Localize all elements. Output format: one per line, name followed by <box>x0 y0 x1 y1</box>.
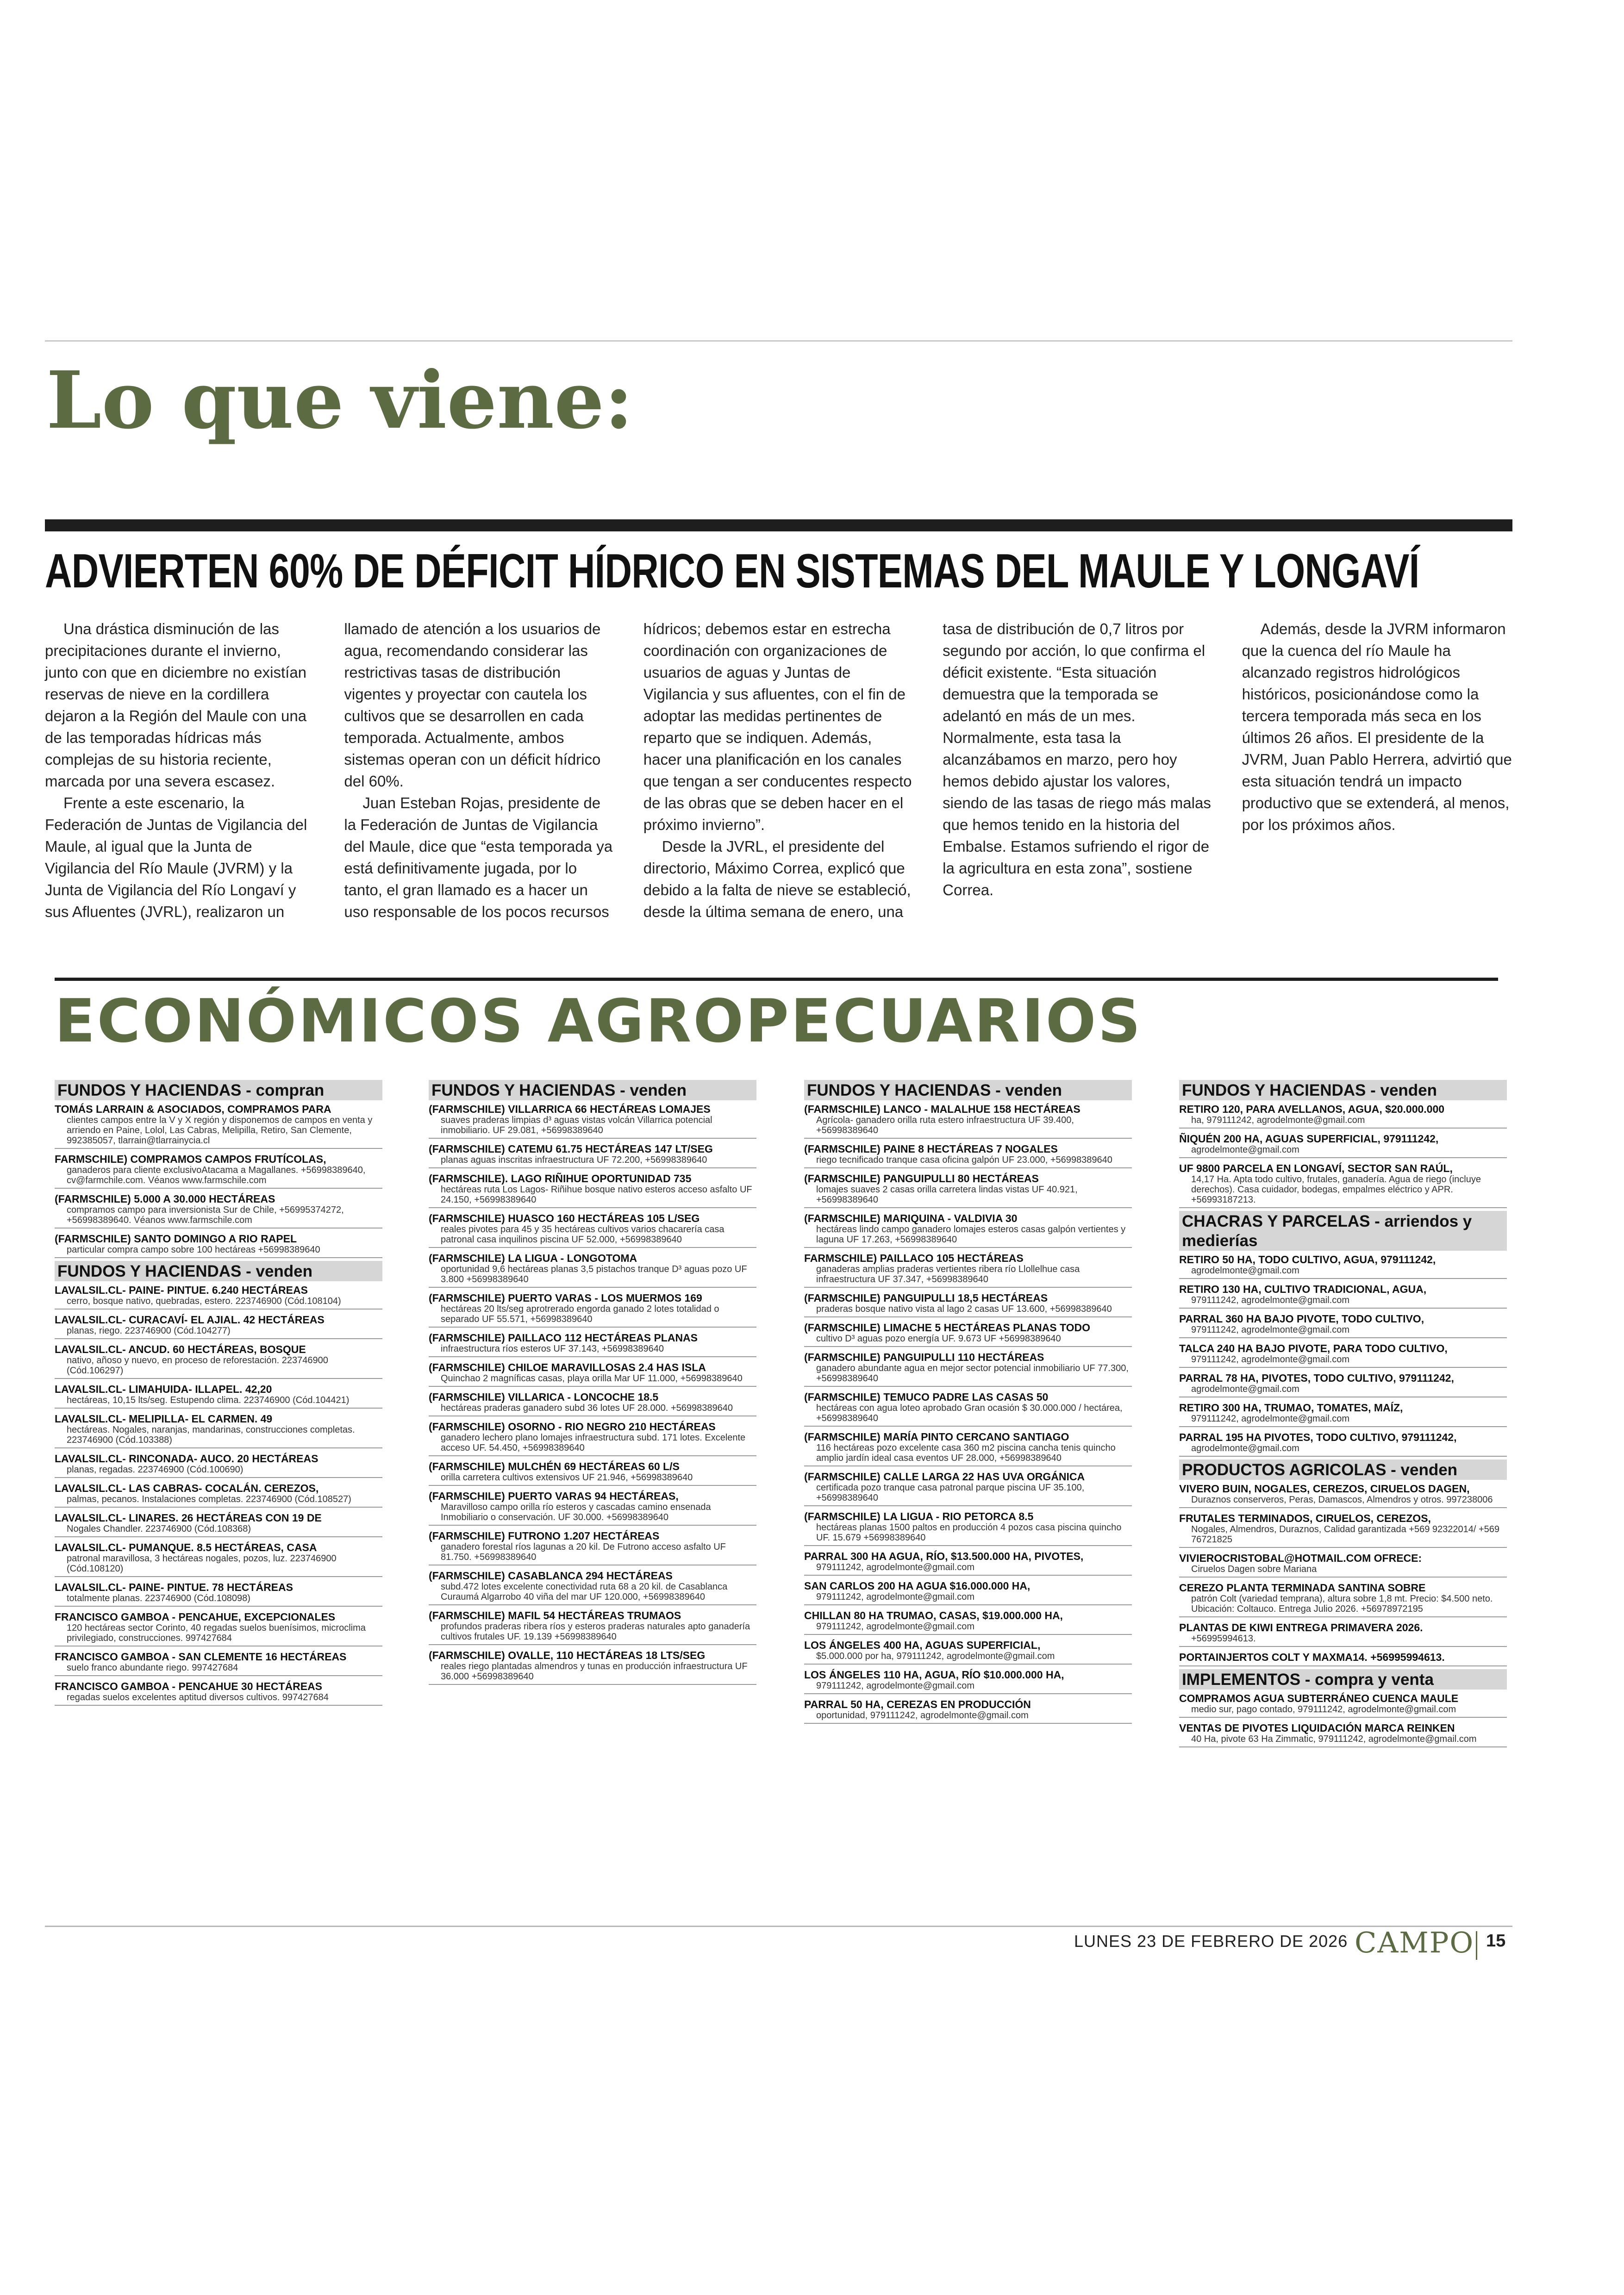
classified-ad <box>429 1568 756 1605</box>
classified-ad-title: LAVALSIL.CL- MELIPILLA- EL CARMEN. 49 <box>55 1413 273 1425</box>
classified-ad-body: cerro, bosque nativo, quebradas, estero. 223746900 (Cód.108104) <box>67 1296 341 1306</box>
classified-ad-title: LAVALSIL.CL- PUMANQUE. 8.5 HECTÁREAS, CASA <box>55 1541 317 1553</box>
classified-ad <box>1179 1131 1507 1158</box>
classified-ad <box>1179 1692 1507 1718</box>
classified-ad-body: $5.000.000 por ha, 979111242, agrodelmonte@gmail.com <box>816 1651 1055 1661</box>
classified-ad-body: 979111242, agrodelmonte@gmail.com <box>816 1592 974 1602</box>
classified-ad-title: PORTAINJERTOS COLT Y MAXMA14. +56995994613. <box>1179 1651 1445 1663</box>
footer-separator <box>1476 1931 1477 1960</box>
classified-ad <box>55 1103 382 1149</box>
classified-ad-title: (FARMSCHILE) CASABLANCA 294 HECTÁREAS <box>429 1570 673 1582</box>
classified-ad-title: FRANCISCO GAMBOA - SAN CLEMENTE 16 HECTÁREAS <box>55 1651 347 1663</box>
headline-bar <box>45 519 1512 531</box>
classified-ad-title: (FARMSCHILE) MARÍA PINTO CERCANO SANTIAGO <box>804 1431 1069 1443</box>
classified-ad-title: (FARMSCHILE) MARIQUINA - VALDIVIA 30 <box>804 1212 1018 1224</box>
classified-ad <box>804 1141 1132 1168</box>
classified-ad-title: (FARMSCHILE) CATEMU 61.75 HECTÁREAS 147 LT/SEG <box>429 1143 713 1155</box>
classified-ad-body: 979111242, agrodelmonte@gmail.com <box>816 1681 974 1691</box>
classified-ad-body: hectáreas 20 lts/seg aprotrerado engorda ganado 2 lotes totalidad o separado UF 55.571, +56998389640 <box>441 1304 719 1324</box>
classified-ad-body: patronal maravillosa, 3 hectáreas nogales, pozos, luz. 223746900 (Cód.108120) <box>67 1553 337 1574</box>
classified-ad-title: UF 9800 PARCELA EN LONGAVÍ, SECTOR SAN RAÚL, <box>1179 1162 1453 1174</box>
classified-ad <box>1179 1311 1507 1338</box>
article-body <box>45 618 1512 926</box>
classified-ad-title: (FARMSCHILE) FUTRONO 1.207 HECTÁREAS <box>429 1530 660 1542</box>
classified-ad-title: (FARMSCHILE). LAGO RIÑIHUE OPORTUNIDAD 735 <box>429 1172 692 1185</box>
classified-ad-title: (FARMSCHILE) CHILOE MARAVILLOSAS 2.4 HAS ISLA <box>429 1361 706 1373</box>
section-label: Lo que viene: <box>46 354 633 447</box>
classified-ad-body: clientes campos entre la V y X región y disponemos de campos en venta y arriendo en Paine, Lolol, Las Cabras, Melipilla, Retiro, San Clemente, 992385057, tlarrain@tlarrainycia.cl <box>67 1115 373 1146</box>
classified-ad <box>1179 1620 1507 1647</box>
top-rule <box>45 340 1512 342</box>
classified-ad-body: suaves praderas limpias d³ aguas vistas volcán Villarrica potencial inmobiliario. UF 29.081, +56998389640 <box>441 1115 712 1135</box>
classified-ad-title: (FARMSCHILE) VILLARRICA 66 HECTÁREAS LOMAJES <box>429 1103 711 1115</box>
classified-ad-body: nativo, añoso y nuevo, en proceso de reforestación. 223746900 (Cód.106297) <box>67 1355 328 1376</box>
classified-ad <box>804 1211 1132 1248</box>
classified-ad <box>804 1638 1132 1665</box>
classified-ad-body: oportunidad 9,6 hectáreas planas 3,5 pistachos tranque D³ aguas pozo UF 3.800 +56998389640 <box>441 1264 747 1285</box>
classified-ad <box>804 1171 1132 1208</box>
classified-ad <box>55 1342 382 1379</box>
classified-ad <box>429 1103 756 1139</box>
classified-ad <box>1179 1511 1507 1548</box>
classified-ad-title: RETIRO 300 HA, TRUMAO, TOMATES, MAÍZ, <box>1179 1402 1403 1414</box>
page-number: 15 <box>1486 1931 1506 1951</box>
article-paragraph: Además, desde la JVRM informaron que la cuenca del río Maule ha alcanzado registros hidrológicos históricos, posicionándose como la tercera temporada más seca en los últimos 26 años. El presidente de la JVRM, Juan Pablo Herrera, advirtió que esta situación tendrá un impacto productivo que se extenderá, al menos, por los próximos años. <box>1242 620 1512 833</box>
classified-ad-body: riego tecnificado tranque casa oficina galpón UF 23.000, +56998389640 <box>816 1155 1112 1165</box>
classified-ad-body: +56995994613. <box>1191 1634 1256 1644</box>
classified-ad-title: LOS ÁNGELES 110 HA, AGUA, RÍO $10.000.000 HA, <box>804 1669 1064 1681</box>
classified-ad-title: (FARMSCHILE) OSORNO - RIO NEGRO 210 HECTÁREAS <box>429 1421 716 1433</box>
classifieds-column-1 <box>55 1080 382 1709</box>
classified-ad <box>804 1429 1132 1466</box>
classified-ad <box>429 1211 756 1248</box>
classified-ad-title: PARRAL 50 HA, CEREZAS EN PRODUCCIÓN <box>804 1698 1031 1710</box>
classified-ad-title: TOMÁS LARRAIN & ASOCIADOS, COMPRAMOS PARA <box>55 1103 331 1115</box>
classified-ad-title: (FARMSCHILE) PAILLACO 112 HECTÁREAS PLANAS <box>429 1332 698 1344</box>
classified-ad-body: 979111242, agrodelmonte@gmail.com <box>816 1562 974 1572</box>
classified-ad-title: FARMSCHILE) PAILLACO 105 HECTÁREAS <box>804 1252 1024 1264</box>
classified-ad-body: 120 hectáreas sector Corinto, 40 regadas suelos buenísimos, microclima privilegiado, construcciones. 997427684 <box>67 1623 366 1643</box>
classified-ad-title: (FARMSCHILE) HUASCO 160 HECTÁREAS 105 L/SEG <box>429 1212 700 1224</box>
classified-ad <box>1179 1282 1507 1309</box>
classified-ad <box>1179 1103 1507 1129</box>
classified-ad-body: agrodelmonte@gmail.com <box>1191 1384 1299 1394</box>
classified-ad <box>429 1141 756 1168</box>
classifieds-title: ECONÓMICOS AGROPECUARIOS <box>55 987 1143 1056</box>
classified-ad-body: Quinchao 2 magníficas casas, playa orilla Mar UF 11.000, +56998389640 <box>441 1373 743 1384</box>
classified-ad-body: Nogales Chandler. 223746900 (Cód.108368) <box>67 1524 251 1534</box>
classified-ad-body: medio sur, pago contado, 979111242, agrodelmonte@gmail.com <box>1191 1704 1456 1715</box>
classified-ad-title: CHILLAN 80 HA TRUMAO, CASAS, $19.000.000 HA, <box>804 1609 1063 1621</box>
classified-ad-title: LAVALSIL.CL- LIMAHUIDA- ILLAPEL. 42,20 <box>55 1383 272 1395</box>
classified-category-header: PRODUCTOS AGRICOLAS - venden <box>1179 1459 1507 1480</box>
classified-ad-title: LAVALSIL.CL- LAS CABRAS- COCALÁN. CEREZOS, <box>55 1482 319 1494</box>
classified-ad <box>1179 1371 1507 1397</box>
classified-ad-body: planas aguas inscritas infraestructura UF 72.200, +56998389640 <box>441 1155 707 1165</box>
classified-ad <box>1179 1551 1507 1578</box>
classified-ad <box>55 1312 382 1339</box>
classified-ad <box>1179 1650 1507 1666</box>
classified-ad-title: TALCA 240 HA BAJO PIVOTE, PARA TODO CULTIVO, <box>1179 1342 1448 1354</box>
classified-ad <box>804 1103 1132 1139</box>
classified-category-header: FUNDOS Y HACIENDAS - venden <box>1179 1080 1507 1100</box>
classified-ad-title: (FARMSCHILE) MULCHÉN 69 HECTÁREAS 60 L/S <box>429 1460 680 1472</box>
classified-category-header: CHACRAS Y PARCELAS - arriendos y medierías <box>1179 1211 1507 1251</box>
classified-ad <box>1179 1580 1507 1617</box>
classifieds-column-2 <box>429 1080 756 1688</box>
classified-ad-body: regadas suelos excelentes aptitud diversos cultivos. 997427684 <box>67 1692 329 1703</box>
classified-ad-title: FRUTALES TERMINADOS, CIRUELOS, CEREZOS, <box>1179 1512 1431 1524</box>
classified-ad <box>55 1649 382 1676</box>
classified-ad <box>804 1350 1132 1387</box>
classified-ad-title: (FARMSCHILE) LANCO - MALALHUE 158 HECTÁREAS <box>804 1103 1081 1115</box>
classified-ad-body: hectáreas planas 1500 paltos en producción 4 pozos casa piscina quincho UF. 15.679 +56998389640 <box>816 1522 1122 1543</box>
classified-ad-body: subd.472 lotes excelente conectividad ruta 68 a 20 kil. de Casablanca Curaumá Algarrobo 40 viña del mar UF 120.000, +56998389640 <box>441 1582 728 1602</box>
classified-ad-title: (FARMSCHILE) PAINE 8 HECTÁREAS 7 NOGALES <box>804 1143 1058 1155</box>
classified-ad-body: ganadero forestal ríos lagunas a 20 kil. De Futrono acceso asfalto UF 81.750. +56998389640 <box>441 1542 726 1562</box>
classified-ad-title: (FARMSCHILE) PUERTO VARAS - LOS MUERMOS 169 <box>429 1292 702 1304</box>
classified-ad-body: 979111242, agrodelmonte@gmail.com <box>816 1621 974 1632</box>
classified-ad-title: LAVALSIL.CL- ANCUD. 60 HECTÁREAS, BOSQUE <box>55 1343 306 1355</box>
classified-ad <box>429 1608 756 1645</box>
classified-ad <box>429 1330 756 1357</box>
classified-ad-title: (FARMSCHILE) VILLARICA - LONCOCHE 18.5 <box>429 1391 659 1403</box>
classified-ad-title: (FARMSCHILE) CALLE LARGA 22 HAS UVA ORGÁNICA <box>804 1471 1085 1483</box>
classified-ad-body: compramos campo para inversionista Sur de Chile, +56995374272, +56998389640. Véanos www.farmschile.com <box>67 1205 344 1225</box>
classified-ad-body: hectáreas ruta Los Lagos- Riñihue bosque nativo esteros acceso asfalto UF 24.150, +56998389640 <box>441 1185 752 1205</box>
classified-ad-title: (FARMSCHILE) PANGUIPULLI 110 HECTÁREAS <box>804 1351 1044 1363</box>
classified-ad-body: Ciruelos Dagen sobre Mariana <box>1191 1564 1317 1574</box>
classified-ad-body: agrodelmonte@gmail.com <box>1191 1443 1299 1453</box>
classified-ad <box>429 1171 756 1208</box>
classified-category-header: FUNDOS Y HACIENDAS - venden <box>429 1080 756 1100</box>
classified-ad <box>1179 1400 1507 1427</box>
classified-ad <box>804 1697 1132 1724</box>
classified-ad <box>55 1481 382 1508</box>
classified-ad-title: LAVALSIL.CL- PAINE- PINTUE. 6.240 HECTÁREAS <box>55 1284 308 1296</box>
classified-ad-title: (FARMSCHILE) LIMACHE 5 HECTÁREAS PLANAS TODO <box>804 1322 1091 1334</box>
classified-ad <box>1179 1430 1507 1457</box>
classified-ad <box>804 1469 1132 1506</box>
classified-ad-body: Agrícola- ganadero orilla ruta estero infraestructura UF 39.400, +56998389640 <box>816 1115 1074 1135</box>
classified-ad <box>804 1320 1132 1347</box>
classified-ad-body: ganadero abundante agua en mejor sector potencial inmobiliario UF 77.300, +56998389640 <box>816 1363 1129 1384</box>
classified-ad-body: hectáreas. Nogales, naranjas, mandarinas, construcciones completas. 223746900 (Cód.103388) <box>67 1425 355 1445</box>
classified-ad-title: (FARMSCHILE) 5.000 A 30.000 HECTÁREAS <box>55 1193 275 1205</box>
classified-ad-body: 979111242, agrodelmonte@gmail.com <box>1191 1354 1349 1365</box>
classified-ad-title: LAVALSIL.CL- RINCONADA- AUCO. 20 HECTÁREAS <box>55 1453 319 1465</box>
classified-ad <box>55 1679 382 1706</box>
classified-ad-title: PARRAL 78 HA, PIVOTES, TODO CULTIVO, 979111242, <box>1179 1372 1454 1384</box>
classified-ad-title: (FARMSCHILE) LA LIGUA - LONGOTOMA <box>429 1252 637 1264</box>
classified-category-header: IMPLEMENTOS - compra y venta <box>1179 1669 1507 1690</box>
classified-ad <box>429 1390 756 1416</box>
classified-ad <box>804 1578 1132 1605</box>
classified-ad <box>429 1489 756 1526</box>
classified-ad-title: (FARMSCHILE) PANGUIPULLI 18,5 HECTÁREAS <box>804 1292 1048 1304</box>
classified-ad-title: FARMSCHILE) COMPRAMOS CAMPOS FRUTÍCOLAS, <box>55 1153 326 1165</box>
classified-ad <box>429 1419 756 1456</box>
classified-ad-body: particular compra campo sobre 100 hectáreas +56998389640 <box>67 1245 320 1255</box>
classified-ad-body: 979111242, agrodelmonte@gmail.com <box>1191 1414 1349 1424</box>
classified-ad <box>804 1291 1132 1317</box>
classified-ad-body: infraestructura ríos esteros UF 37.143, +56998389640 <box>441 1344 664 1354</box>
classified-ad-body: orilla carretera cultivos extensivos UF 21.946, +56998389640 <box>441 1472 693 1483</box>
classified-ad-body: 979111242, agrodelmonte@gmail.com <box>1191 1325 1349 1335</box>
classified-ad-body: 40 Ha, pivote 63 Ha Zimmatic, 979111242, agrodelmonte@gmail.com <box>1191 1734 1477 1744</box>
classified-ad <box>804 1251 1132 1288</box>
classified-ad-title: RETIRO 50 HA, TODO CULTIVO, AGUA, 979111242, <box>1179 1254 1436 1266</box>
classified-ad <box>55 1284 382 1310</box>
classified-ad <box>804 1549 1132 1576</box>
footer-brand: CAMPO <box>1355 1926 1474 1959</box>
article-paragraph: Juan Esteban Rojas, presidente de la Federación de Juntas de Vigilancia del Maule, dice que “esta temporada ya está definitivamente jugada, por lo tanto, el gran llamado es a hacer un uso responsable de los pocos recursos hídricos; debemos estar en estrecha coordinación con organizaciones de usuarios de aguas y Juntas de Vigilancia y sus afluentes, con el fin de adoptar las medidas pertinentes de reparto que se indiquen. Además, hacer una planificación en los canales que tengan a ser conducentes respecto de las obras que se deben hacer en el próximo invierno”. <box>344 620 912 920</box>
classified-ad-body: profundos praderas ribera ríos y esteros praderas naturales apto ganadería cultivos frutales UF. 19.139 +56998389640 <box>441 1621 750 1642</box>
classified-ad-title: LAVALSIL.CL- PAINE- PINTUE. 78 HECTÁREAS <box>55 1581 293 1593</box>
classified-ad-title: (FARMSCHILE) TEMUCO PADRE LAS CASAS 50 <box>804 1391 1049 1403</box>
classified-ad-body: hectáreas lindo campo ganadero lomajes esteros casas galpón vertientes y laguna UF 17.263, +56998389640 <box>816 1224 1126 1245</box>
classified-ad-title: FRANCISCO GAMBOA - PENCAHUE 30 HECTÁREAS <box>55 1680 323 1692</box>
classified-ad-title: ÑIQUÉN 200 HA, AGUAS SUPERFICIAL, 979111242, <box>1179 1133 1439 1145</box>
classified-ad <box>55 1510 382 1537</box>
classified-ad-title: PARRAL 360 HA BAJO PIVOTE, TODO CULTIVO, <box>1179 1313 1424 1325</box>
classified-ad-body: palmas, pecanos. Instalaciones completas. 223746900 (Cód.108527) <box>67 1494 351 1504</box>
classified-ad-title: (FARMSCHILE) OVALLE, 110 HECTÁREAS 18 LTS/SEG <box>429 1649 706 1661</box>
classified-ad <box>55 1609 382 1646</box>
classified-ad-body: 116 hectáreas pozo excelente casa 360 m2 piscina cancha tenis quincho amplio jardín ideal casa eventos UF 28.000, +56998389640 <box>816 1443 1116 1463</box>
classified-ad <box>55 1451 382 1478</box>
classified-ad-body: ganadero lechero plano lomajes infraestructura subd. 171 lotes. Excelente acceso UF. 54.450, +56998389640 <box>441 1433 746 1453</box>
classified-ad-body: patrón Colt (variedad temprana), altura sobre 1,8 mt. Precio: $4.500 neto. Ubicación: Coltauco. Entrega Julio 2026. +56978972195 <box>1191 1594 1493 1614</box>
classified-ad-body: 14,17 Ha. Apta todo cultivo, frutales, ganadería. Agua de riego (incluye derechos). Casa cuidador, bodegas, empalmes eléctrico y APR. +56993187213. <box>1191 1174 1481 1205</box>
classified-ad-title: PARRAL 195 HA PIVOTES, TODO CULTIVO, 979111242, <box>1179 1431 1457 1443</box>
classified-ad <box>804 1390 1132 1427</box>
classified-ad <box>429 1291 756 1328</box>
classified-ad-body: hectáreas con agua loteo aprobado Gran ocasión $ 30.000.000 / hectárea, +56998389640 <box>816 1403 1123 1423</box>
classified-ad-body: reales riego plantadas almendros y tunas en producción infraestructura UF 36.000 +56998389640 <box>441 1661 748 1682</box>
article-paragraph: Frente a este escenario, la Federación de Juntas de Vigilancia del Maule, al igual que la Junta de Vigilancia del Río Maule (JVRM) y la Junta de Vigilancia del Río Longaví y sus Afluentes (JVRL), realizaron un llamado de atención a los usuarios de agua, recomendando considerar las restrictivas tasas de distribución vigentes y proyectar con cautela los cultivos que se desarrollen en cada temporada. Actualmente, ambos sistemas operan con un déficit hídrico del 60%. <box>45 620 601 920</box>
classified-ad-title: RETIRO 120, PARA AVELLANOS, AGUA, $20.000.000 <box>1179 1103 1445 1115</box>
classified-ad-body: certificada pozo tranque casa patronal parque piscina UF 35.100, +56998389640 <box>816 1483 1085 1503</box>
classified-ad-body: cultivo D³ aguas pozo energía UF. 9.673 UF +56998389640 <box>816 1334 1061 1344</box>
classifieds-column-4 <box>1179 1080 1507 1750</box>
classified-ad-body: 979111242, agrodelmonte@gmail.com <box>1191 1295 1349 1305</box>
classified-ad-body: hectáreas praderas ganadero subd 36 lotes UF 28.000. +56998389640 <box>441 1403 733 1413</box>
classified-ad <box>55 1580 382 1607</box>
classified-ad-body: suelo franco abundante riego. 997427684 <box>67 1663 238 1673</box>
classified-ad-title: LAVALSIL.CL- LINARES. 26 HECTÁREAS CON 19 DE <box>55 1512 322 1524</box>
classified-category-header: FUNDOS Y HACIENDAS - venden <box>804 1080 1132 1100</box>
classified-ad-body: planas, regadas. 223746900 (Cód.100690) <box>67 1465 244 1475</box>
classifieds-column-3 <box>804 1080 1132 1727</box>
classified-ad-title: VIVERO BUIN, NOGALES, CEREZOS, CIRUELOS DAGEN, <box>1179 1483 1470 1495</box>
footer-date: LUNES 23 DE FEBRERO DE 2026 <box>1074 1932 1348 1951</box>
classified-ad <box>804 1608 1132 1635</box>
classified-ad-title: (FARMSCHILE) PANGUIPULLI 80 HECTÁREAS <box>804 1172 1039 1185</box>
classified-ad-title: COMPRAMOS AGUA SUBTERRÁNEO CUENCA MAULE <box>1179 1692 1459 1704</box>
article-paragraph: Una drástica disminución de las precipitaciones durante el invierno, junto con que en diciembre no existían reservas de nieve en la cordillera dejaron a la Región del Maule con una de las temporadas hídricas más complejas de su historia reciente, marcada por una severa escasez. <box>45 620 307 790</box>
classified-ad <box>1179 1721 1507 1747</box>
footer-rule <box>45 1926 1512 1927</box>
classified-ad-body: hectáreas, 10,15 lts/seg. Estupendo clima. 223746900 (Cód.104421) <box>67 1395 350 1405</box>
classified-ad <box>1179 1161 1507 1208</box>
classified-ad-title: CEREZO PLANTA TERMINADA SANTINA SOBRE <box>1179 1582 1426 1594</box>
classified-ad-body: oportunidad, 979111242, agrodelmonte@gmail.com <box>816 1710 1029 1721</box>
classified-ad <box>429 1360 756 1387</box>
classified-category-header: FUNDOS Y HACIENDAS - venden <box>55 1261 382 1281</box>
classified-ad-title: (FARMSCHILE) LA LIGUA - RIO PETORCA 8.5 <box>804 1510 1034 1522</box>
classified-ad-title: SAN CARLOS 200 HA AGUA $16.000.000 HA, <box>804 1580 1031 1592</box>
classified-ad <box>55 1411 382 1448</box>
classified-ad-title: VENTAS DE PIVOTES LIQUIDACIÓN MARCA REINKEN <box>1179 1722 1455 1734</box>
classified-ad-body: lomajes suaves 2 casas orilla carretera lindas vistas UF 40.921, +56998389640 <box>816 1185 1078 1205</box>
classified-ad-body: Duraznos conserveros, Peras, Damascos, Almendros y otros. 997238006 <box>1191 1495 1493 1505</box>
classified-ad <box>1179 1483 1507 1508</box>
classified-ad <box>429 1251 756 1288</box>
classified-ad-body: ganaderas amplias praderas vertientes ribera río Llollelhue casa infraestructura UF 37.347, +56998389640 <box>816 1264 1080 1285</box>
classified-ad <box>1179 1341 1507 1368</box>
classified-ad-title: PLANTAS DE KIWI ENTREGA PRIMAVERA 2026. <box>1179 1621 1423 1634</box>
classified-ad <box>429 1528 756 1565</box>
classifieds-rule <box>55 978 1498 981</box>
classified-ad <box>1179 1254 1507 1279</box>
classified-ad-body: ha, 979111242, agrodelmonte@gmail.com <box>1191 1115 1365 1125</box>
classified-ad <box>429 1648 756 1685</box>
classified-ad <box>55 1191 382 1229</box>
classified-ad <box>804 1509 1132 1546</box>
classified-category-header: FUNDOS Y HACIENDAS - compran <box>55 1080 382 1100</box>
classified-ad-title: VIVIEROCRISTOBAL@HOTMAIL.COM OFRECE: <box>1179 1552 1422 1564</box>
classified-ad-body: planas, riego. 223746900 (Cód.104277) <box>67 1326 231 1336</box>
classified-ad-body: totalmente planas. 223746900 (Cód.108098) <box>67 1593 250 1603</box>
classified-ad-title: (FARMSCHILE) PUERTO VARAS 94 HECTÁREAS, <box>429 1490 679 1502</box>
classified-ad-body: ganaderos para cliente exclusivoAtacama a Magallanes. +56998389640, cv@farmchile.com. Véanos www.farmschile.com <box>67 1165 366 1185</box>
classified-ad-title: LAVALSIL.CL- CURACAVÍ- EL AJIAL. 42 HECTÁREAS <box>55 1314 325 1326</box>
classified-ad-body: praderas bosque nativo vista al lago 2 casas UF 13.600, +56998389640 <box>816 1304 1112 1314</box>
classified-ad <box>804 1667 1132 1694</box>
classified-ad <box>55 1382 382 1409</box>
article-headline: ADVIERTEN 60% DE DÉFICIT HÍDRICO EN SISTEMAS DEL MAULE Y LONGAVÍ <box>45 544 1419 598</box>
classified-ad-body: agrodelmonte@gmail.com <box>1191 1145 1299 1155</box>
classified-ad-body: reales pivotes para 45 y 35 hectáreas cultivos varios chacarería casa patronal casa inquilinos piscina UF 52.000, +56998389640 <box>441 1224 725 1245</box>
classified-ad-title: (FARMSCHILE) SANTO DOMINGO A RIO RAPEL <box>55 1233 297 1245</box>
classified-ad-title: (FARMSCHILE) MAFIL 54 HECTÁREAS TRUMAOS <box>429 1609 681 1621</box>
classified-ad-title: RETIRO 130 HA, CULTIVO TRADICIONAL, AGUA, <box>1179 1283 1427 1295</box>
classified-ad-title: LOS ÁNGELES 400 HA, AGUAS SUPERFICIAL, <box>804 1639 1041 1651</box>
classified-ad <box>429 1459 756 1486</box>
classified-ad-body: Nogales, Almendros, Duraznos, Calidad garantizada +569 92322014/ +569 76721825 <box>1191 1524 1500 1545</box>
classified-ad-title: FRANCISCO GAMBOA - PENCAHUE, EXCEPCIONALES <box>55 1611 336 1623</box>
classified-ad <box>55 1540 382 1577</box>
classified-ad-body: agrodelmonte@gmail.com <box>1191 1266 1299 1276</box>
classified-ad-title: PARRAL 300 HA AGUA, RÍO, $13.500.000 HA, PIVOTES, <box>804 1550 1084 1562</box>
classified-ad <box>55 1231 382 1258</box>
classified-ad-body: Maravilloso campo orilla río esteros y cascadas camino ensenada Inmobiliario o conservación. UF 30.000. +56998389640 <box>441 1502 711 1522</box>
classified-ad <box>55 1152 382 1189</box>
article-paragraph: Desde la JVRL, el presidente del directorio, Máximo Correa, explicó que debido a la falta de nieve se estableció, desde la última semana de enero, una tasa de distribución de 0,7 litros por segundo por acción, lo que confirma el déficit existente. “Esta situación demuestra que la temporada se adelantó en más de un mes. Normalmente, esta tasa la alcanzábamos en marzo, pero hoy hemos debido ajustar los valores, siendo de las tasas de riego más malas que hemos tenido en la historia del Embalse. Estamos sufriendo el rigor de la agricultura en esta zona”, sostiene Correa. <box>643 620 1211 920</box>
